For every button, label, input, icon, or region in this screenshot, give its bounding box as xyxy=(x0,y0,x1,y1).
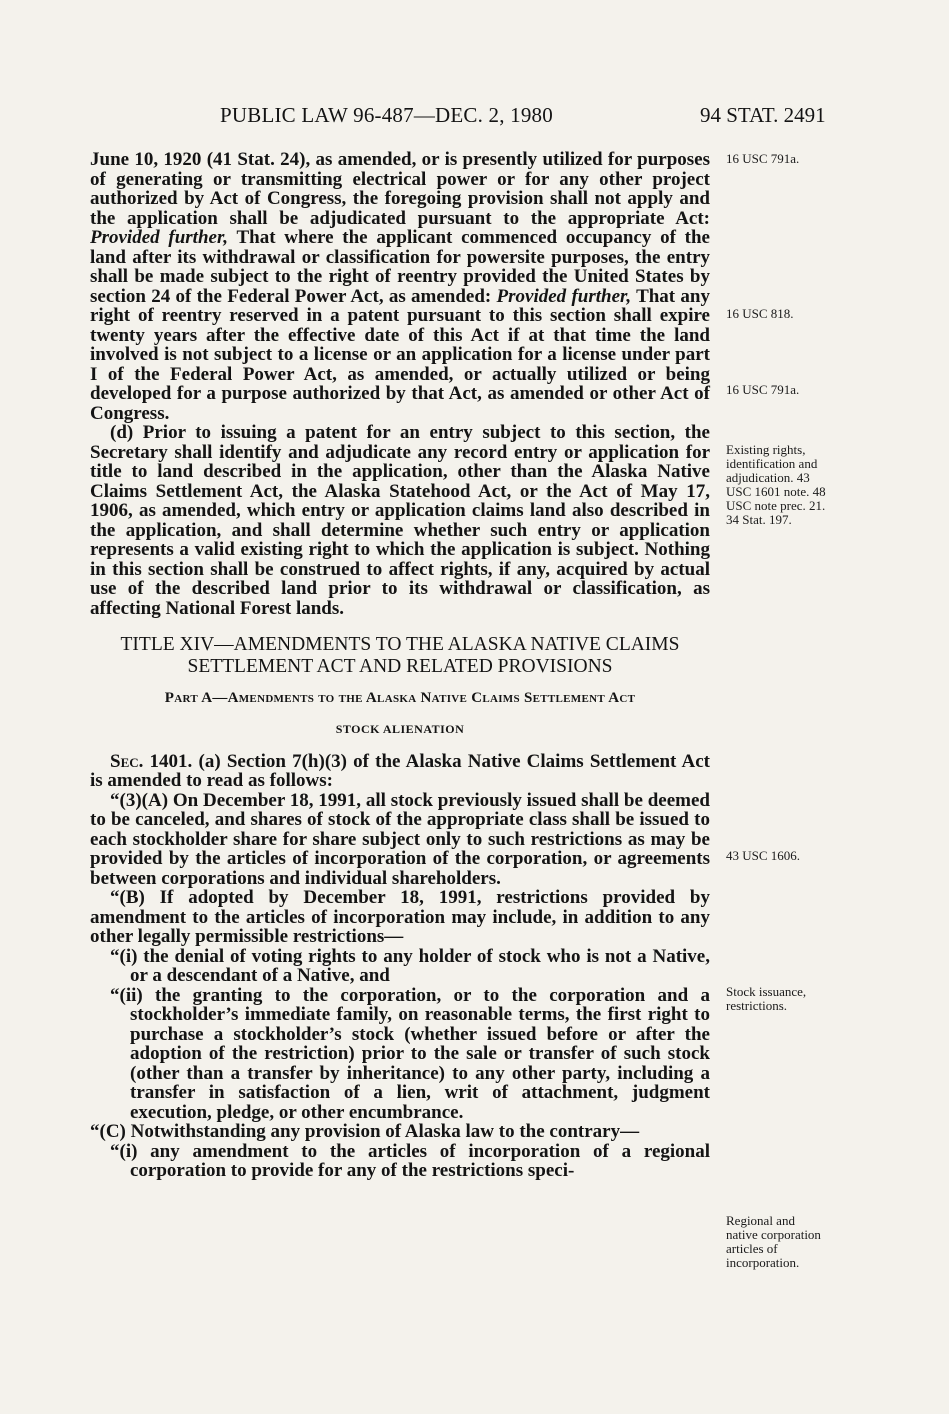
statute-page: 94 STAT. 2491 xyxy=(700,103,826,127)
margin-note: 43 USC 1606. xyxy=(726,848,801,863)
paragraph-3a: “(3)(A) On December 18, 1991, all stock previously issued shall be deemed to be canceled, and shares of stock of the appropriate class shall be issued to each stockholder share for share subject only to such restrictions as may be provided by the articles of incorporation of the corporation, or agreements between corporations and individual shareholders. xyxy=(90,789,710,889)
margin-note: Regional and native corporation articles of incorporation. xyxy=(726,1213,821,1270)
body-text xyxy=(90,150,710,1181)
part-heading: Part A—Amendments to the Alaska Native Claims Settlement Act xyxy=(164,690,636,706)
margin-note: Stock issuance, restrictions. xyxy=(726,984,807,1013)
clause-c-i: “(i) any amendment to the articles of incorporation of a regional corporation to provide for any of the restrictions speci- xyxy=(110,1140,710,1181)
margin-note: 16 USC 791a. xyxy=(726,151,800,166)
margin-note: 16 USC 791a. xyxy=(726,382,800,397)
section-heading: STOCK ALIENATION xyxy=(335,722,465,736)
paragraph-continuation: June 10, 1920 (41 Stat. 24), as amended, or is presently utilized for purposes of generating or transmitting electrical power or for any other project authorized by Act of Congress, the foregoing provision shall not apply and the application shall be adjudicated pursuant to the appropriate Act: Provided further, That where the applicant commenced occupancy of the land after its withdrawal or classification for powersite purposes, the entry shall be made subject to the right of reentry provided the United States by section 24 of the Federal Power Act, as amended: Provided further, That any right of reentry reserved in a patent pursuant to this section shall expire twenty years after the effective date of this Act if at that time the land involved is not subject to a license or an application for a license under part I of the Federal Power Act, as amended, or actually utilized or being developed for a purpose authorized by that Act, as amended or other Act of Congress. xyxy=(90,149,710,424)
title-heading: TITLE XIV—AMENDMENTS TO THE ALASKA NATIVE CLAIMS SETTLEMENT ACT AND RELATED PROVISIONS xyxy=(120,634,680,677)
margin-note: 16 USC 818. xyxy=(726,306,794,321)
paragraph-d: (d) Prior to issuing a patent for an entry subject to this section, the Secretary shall identify and adjudicate any record entry or application for title to land described in the application, other than the Alaska Native Claims Settlement Act, the Alaska Statehood Act, or the Act of May 17, 1906, as amended, which entry or application claims land also described in the application, and shall determine whether such entry or application represents a valid existing right to which the application is subject. Nothing in this section shall be construed to affect rights, if any, acquired by actual use of the described land prior to its withdrawal or classification, as affecting National Forest lands. xyxy=(90,422,710,619)
clause-ii: “(ii) the granting to the corporation, or to the corporation and a stockholder’s immediate family, on reasonable terms, the first right to purchase a stockholder’s stock (whether issued before or after the adoption of the restriction) prior to the sale or transfer of such stock (other than a transfer by inheritance) to any other party, including a transfer in satisfaction of a lien, writ of attachment, judgment execution, pledge, or other encumbrance. xyxy=(110,984,710,1123)
clause-i: “(i) the denial of voting rights to any holder of stock who is not a Native, or a descendant of a Native, and xyxy=(110,945,710,986)
section-1401-intro: Sec. 1401. (a) Section 7(h)(3) of the Alaska Native Claims Settlement Act is amended to read as follows: xyxy=(90,750,710,791)
paragraph-b: “(B) If adopted by December 18, 1991, restrictions provided by amendment to the articles of incorporation may include, in addition to any other legally permissible restrictions— xyxy=(90,887,710,947)
page-header xyxy=(0,103,949,133)
margin-note: Existing rights, identification and adjudication. 43 USC 1601 note. 48 USC note prec. 21. 34 Stat. 197. xyxy=(726,442,826,527)
law-title: PUBLIC LAW 96-487—DEC. 2, 1980 xyxy=(220,103,553,127)
paragraph-c: “(C) Notwithstanding any provision of Alaska law to the contrary— xyxy=(90,1121,640,1142)
